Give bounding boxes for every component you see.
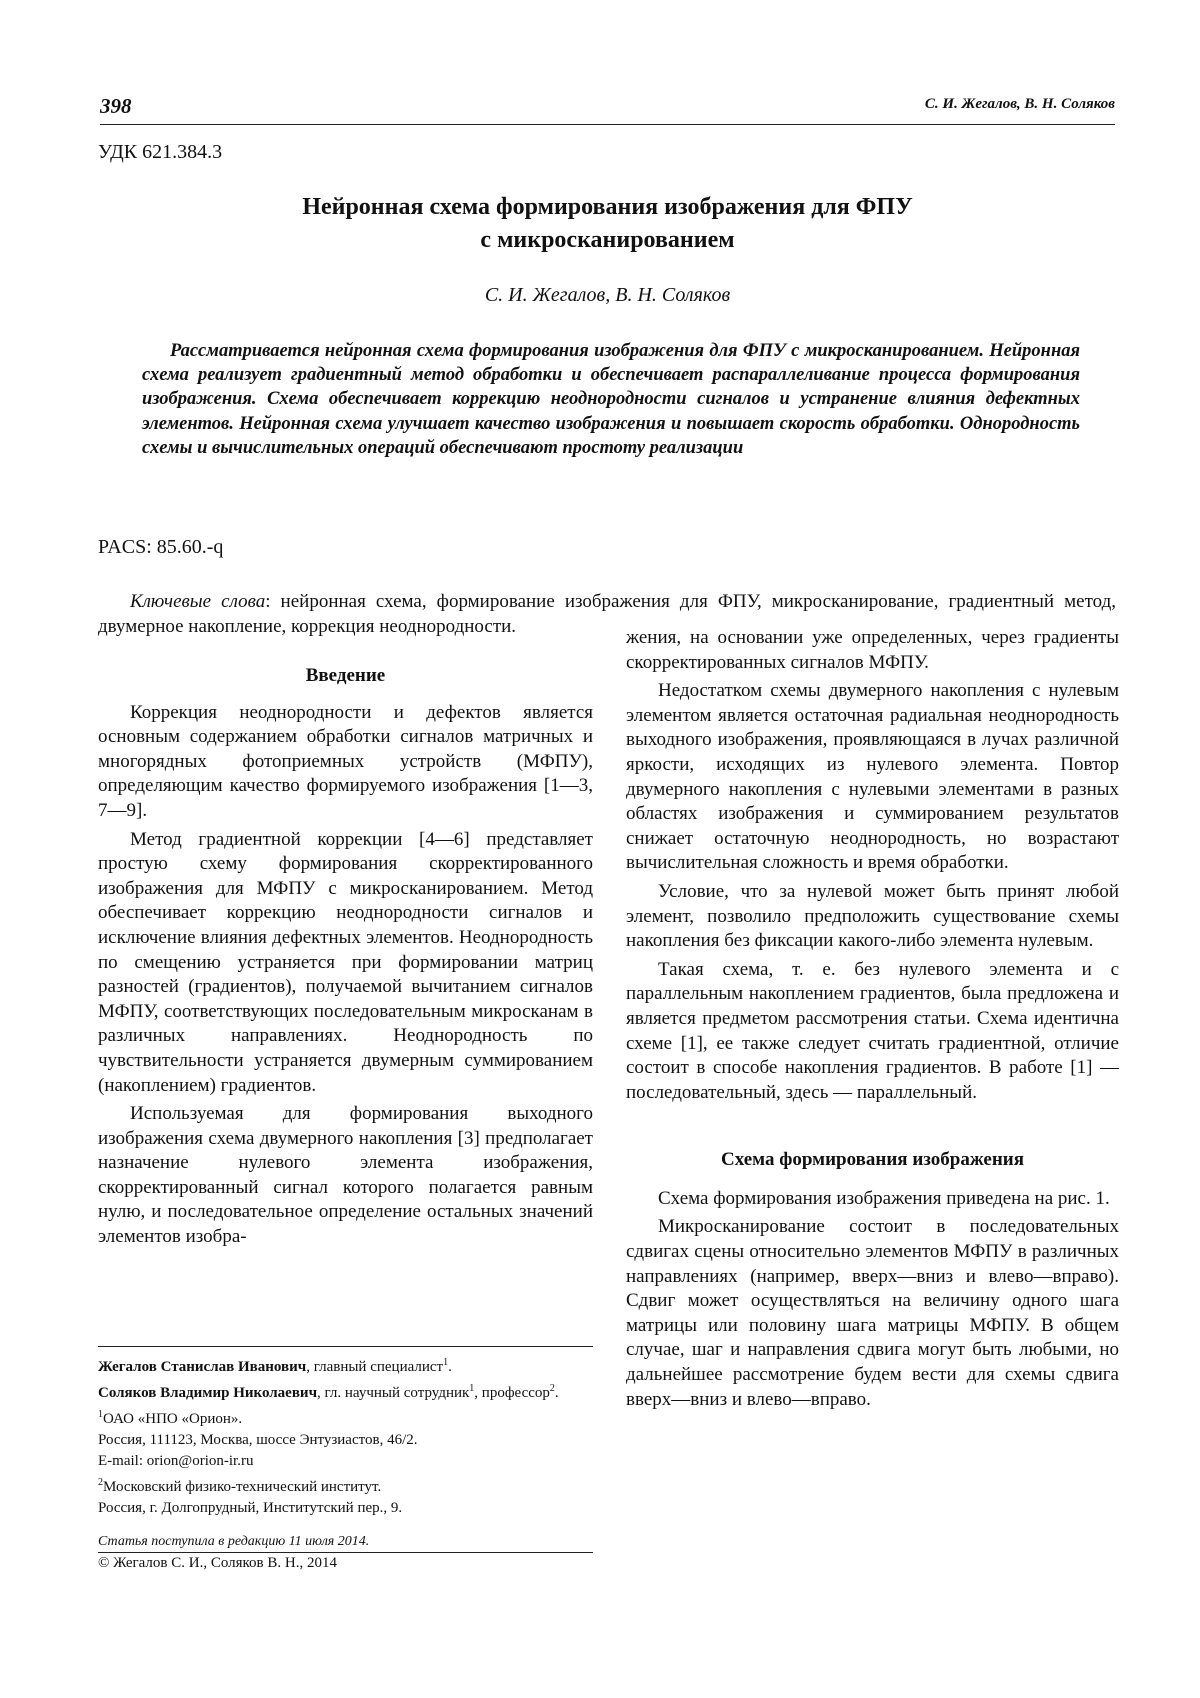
paragraph: Недостатком схемы двумерного накопления с нулевым элементом является остаточная радиальная неоднородность выходного изображения, проявляющаяся в лучах различной яркости, исходящих из нулевого элемента. Повтор двумерного накопления с нулевыми элементами в разных областях изображения и суммированием результатов снижает остаточную неоднородность, но возрастают вычислительная сложность и время обработки. bbox=[626, 680, 1119, 874]
udc-code: УДК 621.384.3 bbox=[98, 141, 223, 163]
author-1-end: . bbox=[448, 1359, 452, 1375]
author-2-role: , гл. научный сотрудник bbox=[317, 1385, 470, 1401]
footnote-author-1 bbox=[98, 1352, 593, 1378]
copyright: © Жегалов С. И., Соляков В. Н., 2014 bbox=[98, 1555, 337, 1571]
author-1-role: , главный специалист bbox=[306, 1359, 444, 1375]
paragraph: Условие, что за нулевой может быть принят любой элемент, позволило предположить существование схемы накопления без фиксации какого-либо элемента нулевым. bbox=[626, 880, 1119, 952]
article-authors: С. И. Жегалов, В. Н. Соляков bbox=[484, 284, 731, 306]
section-heading-introduction: Введение bbox=[305, 665, 386, 686]
section-heading-scheme: Схема формирования изображения bbox=[720, 1149, 1024, 1171]
author-2-name: Соляков Владимир Николаевич bbox=[98, 1385, 318, 1401]
left-column bbox=[98, 660, 593, 1254]
abstract: Рассматривается нейронная схема формирования изображения для ФПУ с микросканированием. Нейронная схема реализует градиентный метод обработки и обеспечивает распараллеливание процесса формирования изображения. Схема обеспечивает коррекцию неоднородности сигналов и устранение влияния дефектных элементов. Нейронная схема улучшает качество изображения и повышает скорость обработки. Однородность схемы и вычислительных операций обеспечивают простоту реализации bbox=[142, 341, 1080, 458]
affiliation-2-address: Россия, г. Долгопрудный, Институтский пер., 9. bbox=[98, 1500, 403, 1516]
author-2-sup-2: 2 bbox=[549, 1383, 555, 1394]
keywords-label: Ключевые слова bbox=[130, 591, 266, 612]
paragraph: Метод градиентной коррекции [4—6] представляет простую схему формирования скорректированного изображения для МФПУ с микросканированием. Метод обеспечивает коррекцию неоднородности сигналов и исключение влияния дефектных элементов. Неоднородность по смещению устраняется при формировании матриц разностей (градиентов), получаемой вычитанием сигналов МФПУ, соответствующих последовательным микросканам в различных направлениях. Неоднородность по чувствительности устраняется двумерным суммированием (накоплением) градиентов. bbox=[98, 828, 593, 1096]
author-1-name: Жегалов Станислав Иванович bbox=[98, 1359, 307, 1375]
pacs-code: PACS: 85.60.-q bbox=[98, 536, 224, 558]
footnote-divider bbox=[98, 1346, 593, 1347]
running-head bbox=[100, 94, 1115, 120]
affiliation-1-name: ОАО «НПО «Орион». bbox=[103, 1411, 243, 1427]
title-line-1: Нейронная схема формирования изображения для ФПУ bbox=[302, 194, 913, 220]
article-title bbox=[100, 191, 1115, 257]
affiliation-2-name: Московский физико-технический институт. bbox=[103, 1479, 382, 1495]
paragraph: Коррекция неоднородности и дефектов является основным содержанием обработки сигналов матричных и многорядных фотоприемных устройств (МФПУ), определяющим качество формируемого изображения [1—3, 7—9]. bbox=[98, 701, 593, 821]
affiliation-1 bbox=[98, 1404, 593, 1430]
author-1-sup: 1 bbox=[443, 1357, 449, 1368]
footnote-author-2 bbox=[98, 1378, 593, 1404]
author-2-sup: 1 bbox=[469, 1383, 475, 1394]
paragraph: Микросканирование состоит в последовательных сдвигах сцены относительно элементов МФПУ в различных направлениях (например, вверх—вниз и влево—вправо). Сдвиг может осуществляться на величину одного шага матрицы или половину шага матрицы МФПУ. В общем случае, шаг и направления сдвига могут быть любыми, но дальнейшее рассмотрение будем вести для схемы сдвига вверх—вниз и влево—вправо. bbox=[626, 1216, 1119, 1410]
keywords-text: : нейронная схема, формирование изображения для ФПУ, микросканирование, градиентный метод, двумерное накопление, коррекция неоднородности. bbox=[98, 591, 1116, 637]
received-date: Статья поступила в редакцию 11 июля 2014. bbox=[98, 1534, 370, 1549]
paragraph: Схема формирования изображения приведена на рис. 1. bbox=[658, 1187, 1110, 1209]
affiliation-1-email: E-mail: orion@orion-ir.ru bbox=[98, 1453, 254, 1469]
page-number: 398 bbox=[100, 94, 132, 118]
paragraph: Такая схема, т. е. без нулевого элемента и с параллельным накоплением градиентов, была предложена и является предметом рассмотрения статьи. Схема идентична схеме [1], ее также следует считать градиентной, отличие состоит в способе накопления градиентов. В работе [1] — последовательный, здесь — параллельный. bbox=[626, 958, 1119, 1103]
paragraph-continuation: жения, на основании уже определенных, через градиенты скорректированных сигналов МФПУ. bbox=[626, 627, 1119, 673]
affiliation-2-sup: 2 bbox=[98, 1477, 103, 1488]
affiliation-1-address: Россия, 111123, Москва, шоссе Энтузиастов, 46/2. bbox=[98, 1432, 418, 1448]
author-2-end: . bbox=[554, 1385, 559, 1401]
title-line-2: с микросканированием bbox=[480, 227, 735, 253]
paragraph: Используемая для формирования выходного изображения схема двумерного накопления [3] предполагает назначение нулевого элемента изображения, скорректированный сигнал которого полагается равным нулю, и последовательное определение остальных значений элементов изобра- bbox=[98, 1103, 593, 1248]
affiliation-2 bbox=[98, 1472, 593, 1498]
author-2-role-2: , профессор bbox=[474, 1385, 550, 1401]
header-divider bbox=[100, 124, 1115, 125]
right-column bbox=[626, 626, 1119, 1416]
running-authors: С. И. Жегалов, В. Н. Соляков bbox=[924, 96, 1115, 112]
affiliation-1-sup: 1 bbox=[98, 1409, 103, 1420]
footnotes bbox=[98, 1352, 593, 1574]
